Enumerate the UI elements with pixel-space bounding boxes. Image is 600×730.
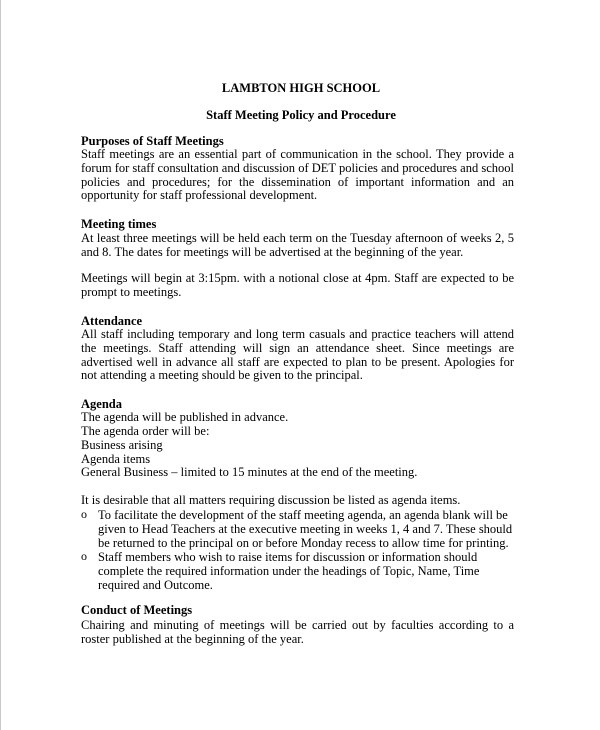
conduct-paragraph: Chairing and minuting of meetings will be carried out by faculties according to a roster published at the beginning of the year. — [81, 618, 514, 646]
agenda-line: Agenda items — [81, 452, 151, 466]
agenda-bullet: To facilitate the development of the staff meeting agenda, an agenda blank will be given to Head Teachers at the executive meeting in weeks 1, 4 and 7. These should be returned to the principal on or before Monday recess to allow time for printing. — [98, 508, 513, 550]
agenda-intro: It is desirable that all matters requiring discussion be listed as agenda items. — [81, 493, 461, 507]
heading-attendance: Attendance — [81, 314, 143, 328]
attendance-paragraph: All staff including temporary and long term casuals and practice teachers will attend the meetings. Staff attending will sign an attendance sheet. Since meetings are advertised well in advance all staff are expected to plan to be present. Apologies for not attending a meeting should be given to the principal. — [81, 327, 514, 383]
heading-agenda: Agenda — [81, 397, 122, 411]
heading-purposes: Purposes of Staff Meetings — [81, 134, 224, 148]
agenda-line: General Business – limited to 15 minutes at the end of the meeting. — [81, 465, 418, 479]
document-subtitle: Staff Meeting Policy and Procedure — [206, 108, 396, 122]
bullet-marker: o — [81, 549, 87, 563]
agenda-line: Business arising — [81, 438, 163, 452]
bullet-marker: o — [81, 507, 87, 521]
agenda-bullet: Staff members who wish to raise items for discussion or information should complete the required information under the headings of Topic, Name, Time required and Outcome. — [98, 550, 480, 592]
purposes-paragraph: Staff meetings are an essential part of communication in the school. They provide a forum for staff consultation and discussion of DET policies and procedures and school policies and procedures; for the dissemination of important information and an opportunity for staff professional development. — [81, 147, 514, 203]
school-title: LAMBTON HIGH SCHOOL — [221, 81, 381, 95]
heading-meeting-times: Meeting times — [81, 217, 157, 231]
heading-conduct: Conduct of Meetings — [81, 603, 193, 617]
meeting-times-paragraph-1: At least three meetings will be held each term on the Tuesday afternoon of weeks 2, 5 and 8. The dates for meetings will be advertised at the beginning of the year. — [81, 231, 514, 259]
agenda-line: The agenda will be published in advance. — [81, 410, 289, 424]
meeting-times-paragraph-2: Meetings will begin at 3:15pm. with a notional close at 4pm. Staff are expected to be prompt to meetings. — [81, 271, 514, 299]
agenda-line: The agenda order will be: — [81, 424, 210, 438]
